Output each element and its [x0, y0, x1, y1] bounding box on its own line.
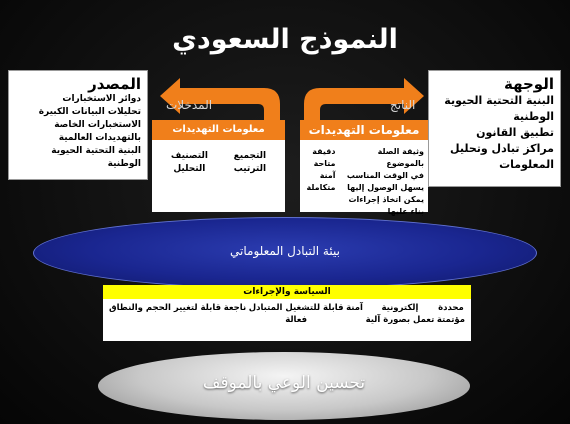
exchange-environment-label: بيئة التبادل المعلوماتي	[230, 244, 340, 258]
threat-info-item: يسهل الوصول إليها	[347, 183, 424, 192]
source-item: دوائر الاستخبارات	[62, 94, 141, 104]
policy-item-text: قابلة للتشغيل المتبادل	[248, 303, 344, 313]
cyber-threat-box	[152, 120, 285, 212]
cyber-threat-item: التصنيف	[170, 151, 208, 161]
threat-info-col	[339, 146, 425, 218]
threat-info-heading: معلومات التهديدات	[300, 120, 428, 140]
cyber-threat-item: التحليل	[173, 164, 206, 174]
cyber-threat-item: التجميع	[233, 151, 267, 161]
destination-item: تطبيق القانون	[476, 126, 554, 139]
threat-info-item: آمنة	[319, 171, 336, 180]
inputs-label: المدخلات	[166, 98, 213, 112]
cyber-threat-col	[171, 150, 208, 176]
policy-item-text: ناجعة	[223, 303, 247, 313]
cyber-threat-item: الترتيب	[233, 164, 267, 174]
policy-item	[224, 302, 246, 326]
awareness-label: تحسين الوعي بالموقف	[202, 373, 366, 393]
source-item: البنية التحتية الحيوية الوطنية	[51, 146, 141, 169]
policy-item	[346, 302, 363, 326]
policy-item	[249, 302, 344, 326]
threat-info-item: متكاملة	[306, 183, 336, 192]
policy-box	[103, 285, 471, 341]
threat-info-col	[304, 146, 336, 218]
threat-info-item: دقيقة	[312, 147, 336, 156]
policy-item-text: قابلة لتغيير الحجم والنطاق	[109, 303, 222, 313]
cyber-threat-heading: معلومات التهديدات الإلكترونية	[152, 120, 285, 140]
policy-item-text: آمنة	[346, 303, 363, 313]
source-heading: المصدر	[88, 75, 141, 93]
policy-item-text: فعالة	[285, 315, 308, 325]
destination-item: البنية التحتية الحيوية الوطنية	[444, 94, 554, 123]
source-item: تحليلات البيانات الكبيرة	[38, 107, 141, 117]
threat-info-item: يمكن اتخاذ إجراءات بناء عليها	[348, 195, 424, 216]
threat-info-item: وثيقة الصلة بالموضوع	[377, 147, 424, 168]
policy-item-text: إلكترونية	[381, 303, 419, 313]
outputs-label: الناتج	[390, 98, 416, 112]
policy-item	[437, 302, 465, 326]
threat-info-item: متاحة	[313, 159, 336, 168]
policy-heading: السياسة والإجراءات	[103, 285, 471, 299]
policy-item	[366, 302, 435, 326]
policy-item-text: مؤتمتة	[436, 315, 465, 325]
page-title: النموذج السعودي	[172, 24, 398, 55]
source-item: الاستخبارات الخاصة بالتهديدات العالمية	[54, 120, 141, 143]
destination-item: مراكز تبادل وتحليل المعلومات	[450, 142, 554, 171]
source-box	[8, 70, 148, 180]
destination-box	[428, 70, 561, 187]
policy-item	[109, 302, 221, 326]
cyber-threat-col	[234, 150, 266, 176]
threat-info-box	[300, 120, 428, 216]
threat-info-item: في الوقت المناسب	[346, 171, 424, 180]
destination-heading: الوجهة	[504, 75, 554, 93]
policy-item-text: محددة	[438, 303, 464, 313]
policy-item-text: تعمل بصورة آلية	[365, 315, 435, 325]
